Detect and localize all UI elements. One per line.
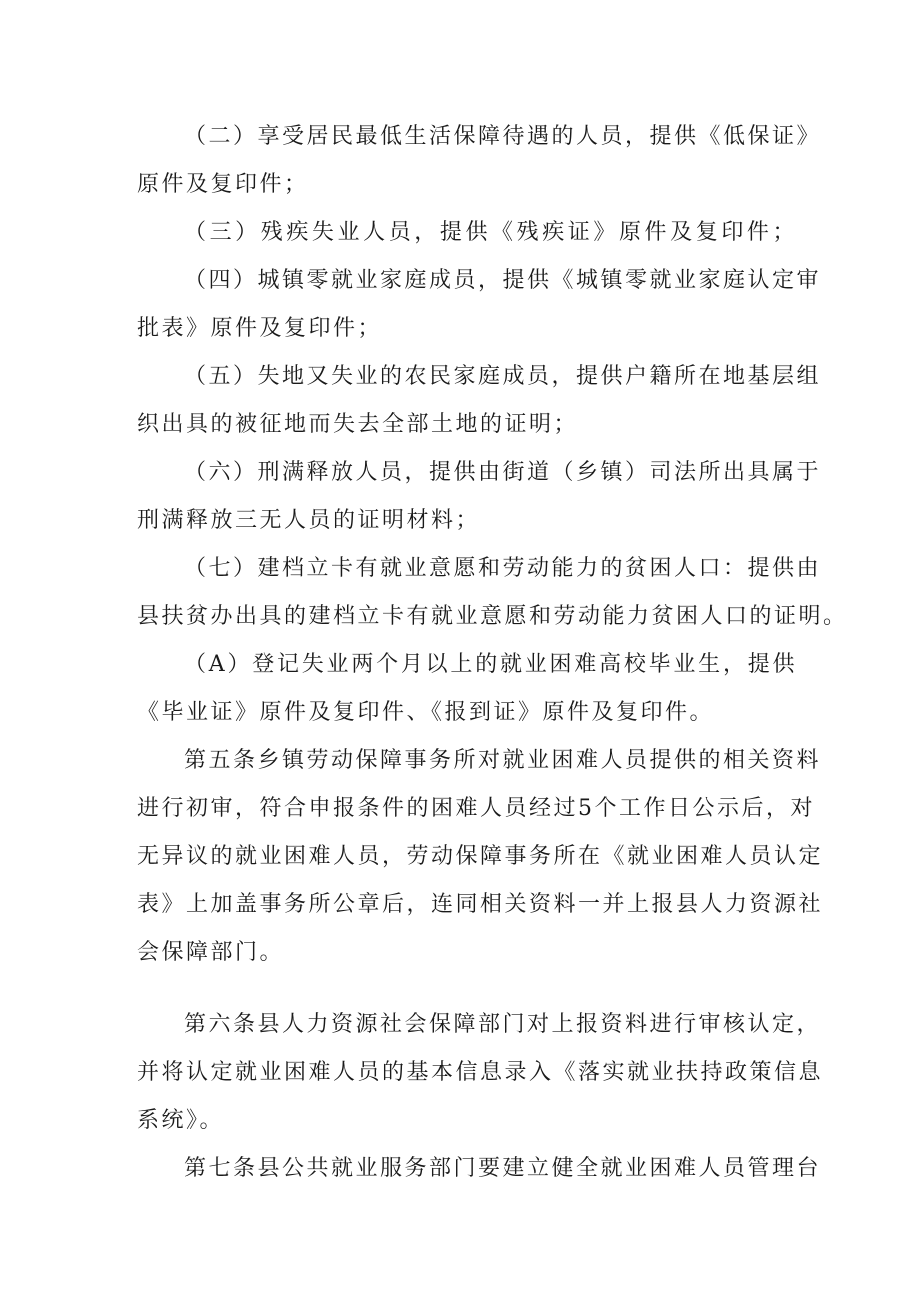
text-line: 第五条乡镇劳动保障事务所对就业困难人员提供的相关资料 bbox=[184, 748, 822, 773]
text-line: （四）城镇零就业家庭成员，提供《城镇零就业家庭认定审 bbox=[184, 268, 822, 293]
text-line: （五）失地又失业的农民家庭成员，提供户籍所在地基层组 bbox=[184, 364, 822, 389]
text-line: 会保障部门。 bbox=[137, 940, 285, 965]
text-line: 县扶贫办出具的建档立卡有就业意愿和劳动能力贫困人口的证明。 bbox=[137, 604, 848, 629]
text-line: （三）残疾失业人员，提供《残疾证》原件及复印件； bbox=[184, 220, 797, 245]
text-line: 织出具的被征地而失去全部土地的证明； bbox=[137, 412, 579, 437]
text-line: 并将认定就业困难人员的基本信息录入《落实就业扶持政策信息 bbox=[137, 1060, 824, 1085]
text-line: （六）刑满释放人员，提供由街道（乡镇）司法所出具属于 bbox=[184, 460, 822, 485]
text-line: 刑满释放三无人员的证明材料； bbox=[137, 508, 481, 533]
text-line: 无异议的就业困难人员，劳动保障事务所在《就业困难人员认定 bbox=[137, 844, 824, 869]
text-line: 表》上加盖事务所公章后，连同相关资料一并上报县人力资源社 bbox=[137, 892, 824, 917]
text-line: （A）登记失业两个月以上的就业困难高校毕业生，提供 bbox=[184, 652, 797, 677]
text-line: （七）建档立卡有就业意愿和劳动能力的贫困人口：提供由 bbox=[184, 556, 822, 581]
text-line: （二）享受居民最低生活保障待遇的人员，提供《低保证》 bbox=[184, 124, 822, 149]
text-line: 《毕业证》原件及复印件、《报到证》原件及复印件。 bbox=[137, 700, 715, 725]
text-line: 原件及复印件； bbox=[137, 172, 309, 197]
text-line: 第七条县公共就业服务部门要建立健全就业困难人员管理台 bbox=[184, 1156, 822, 1181]
text-line: 第六条县人力资源社会保障部门对上报资料进行审核认定， bbox=[184, 1012, 822, 1037]
text-line: 进行初审，符合申报条件的困难人员经过5个工作日公示后，对 bbox=[137, 796, 815, 821]
text-line: 系统》。 bbox=[137, 1108, 225, 1133]
text-line: 批表》原件及复印件； bbox=[137, 316, 383, 341]
